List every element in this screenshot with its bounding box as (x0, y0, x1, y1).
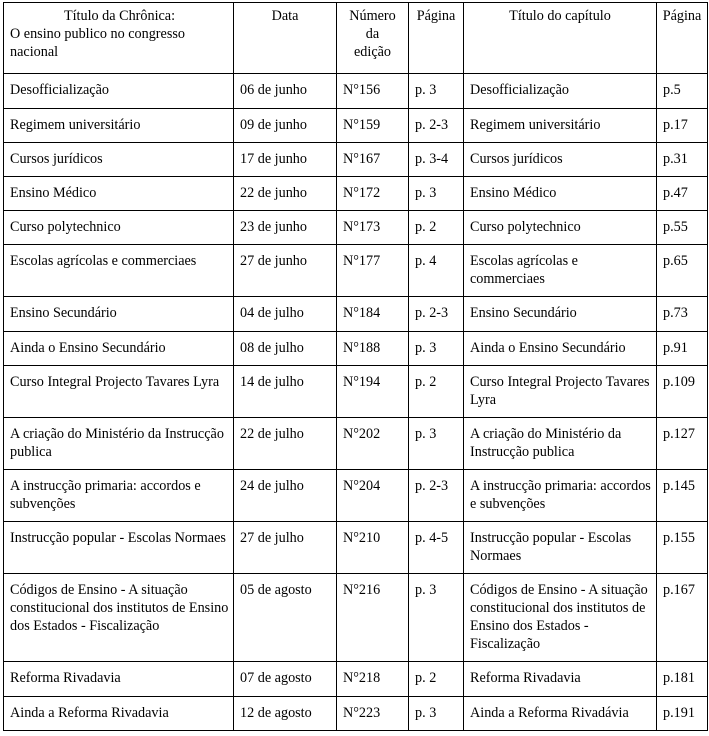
cell-chapter-page: p.181 (657, 662, 708, 697)
cell-chapter-page: p.73 (657, 297, 708, 332)
cell-chapter: Curso polytechnico (464, 211, 657, 245)
cell-edition: N°216 (337, 574, 409, 662)
cell-page: p. 2 (409, 211, 464, 245)
cell-date: 07 de agosto (234, 662, 337, 697)
cell-chapter-page: p.191 (657, 697, 708, 731)
header-row (4, 3, 708, 74)
table-row (4, 697, 708, 731)
cell-page: p. 2-3 (409, 470, 464, 522)
table-row (4, 143, 708, 177)
cell-chapter-page: p.109 (657, 366, 708, 418)
cell-chapter: Códigos de Ensino - A situação constitucional dos institutos de Ensino dos Estados - Fiscalização (464, 574, 657, 662)
cell-page: p. 3 (409, 332, 464, 366)
cell-edition: N°223 (337, 697, 409, 731)
cell-chapter-page: p.17 (657, 109, 708, 143)
cell-chapter-page: p.47 (657, 177, 708, 211)
cell-chapter: A instrucção primaria: accordos e subvenções (464, 470, 657, 522)
header-chronicle-subtitle: O ensino publico no congresso nacional (10, 26, 185, 60)
table-row (4, 662, 708, 697)
cell-page: p. 4 (409, 245, 464, 297)
cell-date: 09 de junho (234, 109, 337, 143)
cell-title: Curso polytechnico (4, 211, 234, 245)
cell-edition: N°184 (337, 297, 409, 332)
cell-chapter: Ensino Secundário (464, 297, 657, 332)
cell-date: 17 de junho (234, 143, 337, 177)
table-row (4, 245, 708, 297)
cell-page: p. 2-3 (409, 109, 464, 143)
header-chronicle-title-label: Título da Chrônica: (63, 8, 176, 24)
table-row (4, 418, 708, 470)
chronicles-table (3, 2, 708, 731)
cell-page: p. 3 (409, 574, 464, 662)
cell-date: 22 de junho (234, 177, 337, 211)
header-edition-number-line3: edição (353, 44, 392, 60)
header-chapter-title: Título do capítulo (464, 3, 657, 74)
cell-page: p. 3 (409, 697, 464, 731)
cell-page: p. 3 (409, 177, 464, 211)
cell-title: A instrucção primaria: accordos e subvenções (4, 470, 234, 522)
table-row (4, 366, 708, 418)
cell-edition: N°173 (337, 211, 409, 245)
header-chronicle-title (4, 3, 234, 74)
header-edition-number-line2: da (365, 26, 380, 42)
header-edition-number (337, 3, 409, 74)
cell-chapter-page: p.91 (657, 332, 708, 366)
cell-title: Desofficialização (4, 74, 234, 109)
cell-edition: N°204 (337, 470, 409, 522)
cell-title: Regimem universitário (4, 109, 234, 143)
table-row (4, 522, 708, 574)
cell-chapter: Desofficialização (464, 74, 657, 109)
cell-edition: N°177 (337, 245, 409, 297)
cell-chapter-page: p.167 (657, 574, 708, 662)
cell-page: p. 2 (409, 662, 464, 697)
cell-chapter: Escolas agrícolas e commerciaes (464, 245, 657, 297)
cell-edition: N°172 (337, 177, 409, 211)
table-row (4, 211, 708, 245)
cell-edition: N°210 (337, 522, 409, 574)
cell-chapter-page: p.55 (657, 211, 708, 245)
cell-chapter: Instrucção popular - Escolas Normaes (464, 522, 657, 574)
header-date: Data (234, 3, 337, 74)
cell-date: 27 de junho (234, 245, 337, 297)
cell-edition: N°202 (337, 418, 409, 470)
header-edition-number-line1: Número (349, 8, 396, 24)
cell-chapter-page: p.127 (657, 418, 708, 470)
header-page: Página (409, 3, 464, 74)
cell-edition: N°188 (337, 332, 409, 366)
cell-chapter: Ensino Médico (464, 177, 657, 211)
cell-edition: N°159 (337, 109, 409, 143)
cell-chapter-page: p.65 (657, 245, 708, 297)
cell-date: 12 de agosto (234, 697, 337, 731)
cell-page: p. 3 (409, 418, 464, 470)
table-row (4, 332, 708, 366)
table-body (4, 74, 708, 731)
cell-edition: N°218 (337, 662, 409, 697)
cell-chapter-page: p.155 (657, 522, 708, 574)
cell-chapter: Curso Integral Projecto Tavares Lyra (464, 366, 657, 418)
cell-title: Escolas agrícolas e commerciaes (4, 245, 234, 297)
cell-title: Cursos jurídicos (4, 143, 234, 177)
table-row (4, 177, 708, 211)
table-row (4, 574, 708, 662)
cell-title: Ensino Médico (4, 177, 234, 211)
table-row (4, 109, 708, 143)
cell-page: p. 3-4 (409, 143, 464, 177)
cell-title: Instrucção popular - Escolas Normaes (4, 522, 234, 574)
cell-edition: N°167 (337, 143, 409, 177)
cell-title: A criação do Ministério da Instrucção publica (4, 418, 234, 470)
cell-title: Curso Integral Projecto Tavares Lyra (4, 366, 234, 418)
cell-chapter: Reforma Rivadavia (464, 662, 657, 697)
cell-chapter: Regimem universitário (464, 109, 657, 143)
cell-date: 06 de junho (234, 74, 337, 109)
cell-chapter: A criação do Ministério da Instrucção publica (464, 418, 657, 470)
cell-edition: N°156 (337, 74, 409, 109)
cell-page: p. 3 (409, 74, 464, 109)
cell-date: 22 de julho (234, 418, 337, 470)
cell-chapter-page: p.5 (657, 74, 708, 109)
cell-date: 23 de junho (234, 211, 337, 245)
table-row (4, 74, 708, 109)
cell-date: 27 de julho (234, 522, 337, 574)
cell-title: Ainda o Ensino Secundário (4, 332, 234, 366)
cell-date: 05 de agosto (234, 574, 337, 662)
cell-chapter-page: p.145 (657, 470, 708, 522)
cell-page: p. 2 (409, 366, 464, 418)
table-row (4, 470, 708, 522)
cell-date: 24 de julho (234, 470, 337, 522)
cell-title: Códigos de Ensino - A situação constitucional dos institutos de Ensino dos Estados - Fiscalização (4, 574, 234, 662)
cell-page: p. 4-5 (409, 522, 464, 574)
cell-title: Ainda a Reforma Rivadavia (4, 697, 234, 731)
cell-date: 08 de julho (234, 332, 337, 366)
cell-chapter-page: p.31 (657, 143, 708, 177)
cell-edition: N°194 (337, 366, 409, 418)
cell-chapter: Ainda o Ensino Secundário (464, 332, 657, 366)
cell-chapter: Ainda a Reforma Rivadávia (464, 697, 657, 731)
table-row (4, 297, 708, 332)
cell-title: Reforma Rivadavia (4, 662, 234, 697)
cell-page: p. 2-3 (409, 297, 464, 332)
cell-date: 14 de julho (234, 366, 337, 418)
cell-title: Ensino Secundário (4, 297, 234, 332)
header-chapter-page: Página (657, 3, 708, 74)
cell-date: 04 de julho (234, 297, 337, 332)
cell-chapter: Cursos jurídicos (464, 143, 657, 177)
